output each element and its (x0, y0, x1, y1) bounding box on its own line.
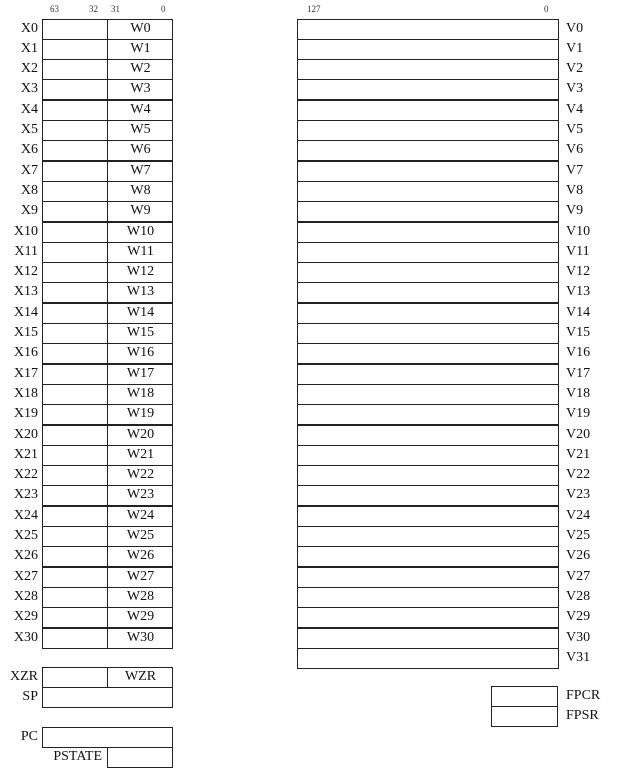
x-register-upper-half (42, 323, 108, 344)
x-register-label: X23 (13, 487, 38, 502)
x-register-upper-half (42, 445, 108, 466)
x-register-upper-half (42, 628, 108, 649)
v-register-label: V26 (566, 548, 591, 563)
w-register-label: W3 (130, 81, 151, 96)
w-register-label: W29 (126, 609, 155, 624)
v-register-label: V9 (566, 203, 584, 218)
pstate-label: PSTATE (53, 749, 102, 764)
x-register-label: X6 (20, 142, 38, 157)
x-register-label: X0 (20, 21, 38, 36)
x-register-upper-half (42, 181, 108, 202)
v-register-cell (297, 546, 559, 567)
bit-label-simd-0: 0 (544, 4, 549, 14)
x-register-upper-half (42, 546, 108, 567)
v-register-cell (297, 445, 559, 466)
x-register-label: X10 (13, 224, 38, 239)
x-register-label: X12 (13, 264, 38, 279)
w-register-label: W12 (126, 264, 155, 279)
v-register-label: V4 (566, 102, 584, 117)
x-register-upper-half (42, 364, 108, 385)
v-register-label: V10 (566, 224, 591, 239)
v-register-label: V21 (566, 447, 591, 462)
w-register-label: W7 (130, 163, 151, 178)
w-register-label: W22 (126, 467, 155, 482)
v-register-cell (297, 19, 559, 40)
x-register-upper-half (42, 587, 108, 608)
v-register-label: V1 (566, 41, 584, 56)
w-register-label: W5 (130, 122, 151, 137)
v-register-cell (297, 303, 559, 324)
w-register-label: W18 (126, 386, 155, 401)
w-register-label: W6 (130, 142, 151, 157)
v-register-label: V23 (566, 487, 591, 502)
w-register-label: W28 (126, 589, 155, 604)
bit-label-31: 31 (111, 4, 120, 14)
v-register-label: V28 (566, 589, 591, 604)
x-register-upper-half (42, 465, 108, 486)
v-register-label: V5 (566, 122, 584, 137)
v-register-cell (297, 485, 559, 506)
x-register-upper-half (42, 526, 108, 547)
x-register-upper-half (42, 262, 108, 283)
x-register-label: X17 (13, 366, 38, 381)
w-register-label: W13 (126, 284, 155, 299)
sp-register (42, 687, 173, 708)
x-register-label: X25 (13, 528, 38, 543)
fpsr-label: FPSR (566, 708, 599, 723)
x-register-label: X26 (13, 548, 38, 563)
x-register-upper-half (42, 120, 108, 141)
x-register-upper-half (42, 59, 108, 80)
x-register-upper-half (42, 567, 108, 588)
v-register-cell (297, 201, 559, 222)
w-register-label: W15 (126, 325, 155, 340)
x-register-label: X1 (20, 41, 38, 56)
v-register-cell (297, 181, 559, 202)
w-register-label: W11 (127, 244, 154, 259)
x-register-upper-half (42, 201, 108, 222)
v-register-label: V16 (566, 345, 591, 360)
fpcr-label: FPCR (566, 688, 601, 703)
v-register-cell (297, 404, 559, 425)
xzr-label: XZR (10, 669, 38, 684)
v-register-label: V27 (566, 569, 591, 584)
v-register-cell (297, 567, 559, 588)
w-register-label: W30 (126, 630, 155, 645)
x-register-label: X18 (13, 386, 38, 401)
v-register-cell (297, 628, 559, 649)
v-register-label: V29 (566, 609, 591, 624)
w-register-label: W19 (126, 406, 155, 421)
x-register-label: X16 (13, 345, 38, 360)
x-register-label: X8 (20, 183, 38, 198)
v-register-label: V19 (566, 406, 591, 421)
v-register-label: V20 (566, 427, 591, 442)
v-register-label: V6 (566, 142, 584, 157)
x-register-upper-half (42, 140, 108, 161)
v-register-cell (297, 384, 559, 405)
x-register-upper-half (42, 506, 108, 527)
w-register-label: W21 (126, 447, 155, 462)
w-register-label: W17 (126, 366, 155, 381)
v-register-cell (297, 343, 559, 364)
x-register-label: X14 (13, 305, 38, 320)
x-register-upper-half (42, 384, 108, 405)
x-register-label: X13 (13, 284, 38, 299)
w-register-label: W14 (126, 305, 155, 320)
v-register-cell (297, 100, 559, 121)
x-register-label: X2 (20, 61, 38, 76)
x-register-label: X11 (14, 244, 38, 259)
v-register-label: V22 (566, 467, 591, 482)
x-register-label: X21 (13, 447, 38, 462)
v-register-label: V15 (566, 325, 591, 340)
v-register-label: V12 (566, 264, 591, 279)
x-register-upper-half (42, 485, 108, 506)
sp-label: SP (22, 689, 38, 704)
bit-label-0: 0 (161, 4, 166, 14)
x-register-upper-half (42, 161, 108, 182)
w-register-label: W16 (126, 345, 155, 360)
x-register-upper-half (42, 222, 108, 243)
v-register-cell (297, 465, 559, 486)
x-register-label: X27 (13, 569, 38, 584)
v-register-label: V18 (566, 386, 591, 401)
v-register-label: V2 (566, 61, 584, 76)
x-register-upper-half (42, 79, 108, 100)
w-register-label: W1 (130, 41, 151, 56)
x-register-upper-half (42, 282, 108, 303)
x-register-upper-half (42, 404, 108, 425)
x-register-label: X22 (13, 467, 38, 482)
w-register-label: W25 (126, 528, 155, 543)
w-register-label: W9 (130, 203, 151, 218)
v-register-label: V11 (566, 244, 590, 259)
v-register-cell (297, 140, 559, 161)
x-register-upper-half (42, 425, 108, 446)
x-register-label: X3 (20, 81, 38, 96)
x-register-upper-half (42, 607, 108, 628)
x-register-upper-half (42, 242, 108, 263)
v-register-label: V24 (566, 508, 591, 523)
v-register-cell (297, 79, 559, 100)
x-register-upper-half (42, 19, 108, 40)
pc-register (42, 727, 173, 748)
v-register-label: V14 (566, 305, 591, 320)
x-register-label: X4 (20, 102, 38, 117)
v-register-cell (297, 242, 559, 263)
x-register-upper-half (42, 39, 108, 60)
x-register-label: X24 (13, 508, 38, 523)
w-register-label: W0 (130, 21, 151, 36)
v-register-cell (297, 425, 559, 446)
fpsr-register (491, 706, 558, 727)
w-register-label: W23 (126, 487, 155, 502)
x-register-label: X7 (20, 163, 38, 178)
v-register-cell (297, 607, 559, 628)
v-register-cell (297, 323, 559, 344)
fpcr-register (491, 686, 558, 707)
v-register-cell (297, 222, 559, 243)
v-register-cell (297, 59, 559, 80)
v-register-cell (297, 120, 559, 141)
v-register-cell (297, 506, 559, 527)
w-register-label: W8 (130, 183, 151, 198)
v-register-cell (297, 282, 559, 303)
x-register-label: X20 (13, 427, 38, 442)
pstate-register (107, 747, 173, 768)
v-register-label: V31 (566, 650, 591, 665)
w-register-label: W2 (130, 61, 151, 76)
v-register-cell (297, 161, 559, 182)
pc-label: PC (20, 729, 38, 744)
bit-label-63: 63 (50, 4, 59, 14)
w-register-label: W27 (126, 569, 155, 584)
bit-label-32: 32 (89, 4, 98, 14)
v-register-cell (297, 364, 559, 385)
x-register-label: X30 (13, 630, 38, 645)
x-register-label: X19 (13, 406, 38, 421)
x-register-label: X15 (13, 325, 38, 340)
w-register-label: W20 (126, 427, 155, 442)
v-register-label: V17 (566, 366, 591, 381)
v-register-label: V3 (566, 81, 584, 96)
x-register-upper-half (42, 303, 108, 324)
v-register-cell (297, 648, 559, 669)
x-register-label: X9 (20, 203, 38, 218)
w-register-label: W4 (130, 102, 151, 117)
v-register-cell (297, 587, 559, 608)
v-register-label: V0 (566, 21, 584, 36)
wzr-label: WZR (124, 669, 157, 684)
v-register-label: V13 (566, 284, 591, 299)
x-register-label: X5 (20, 122, 38, 137)
v-register-cell (297, 39, 559, 60)
v-register-label: V30 (566, 630, 591, 645)
v-register-label: V8 (566, 183, 584, 198)
v-register-label: V25 (566, 528, 591, 543)
w-register-label: W26 (126, 548, 155, 563)
v-register-cell (297, 262, 559, 283)
x-register-upper-half (42, 100, 108, 121)
x-register-label: X28 (13, 589, 38, 604)
w-register-label: W24 (126, 508, 155, 523)
v-register-cell (297, 526, 559, 547)
w-register-label: W10 (126, 224, 155, 239)
bit-label-127: 127 (307, 4, 321, 14)
x-register-upper-half (42, 343, 108, 364)
v-register-label: V7 (566, 163, 584, 178)
x-register-label: X29 (13, 609, 38, 624)
